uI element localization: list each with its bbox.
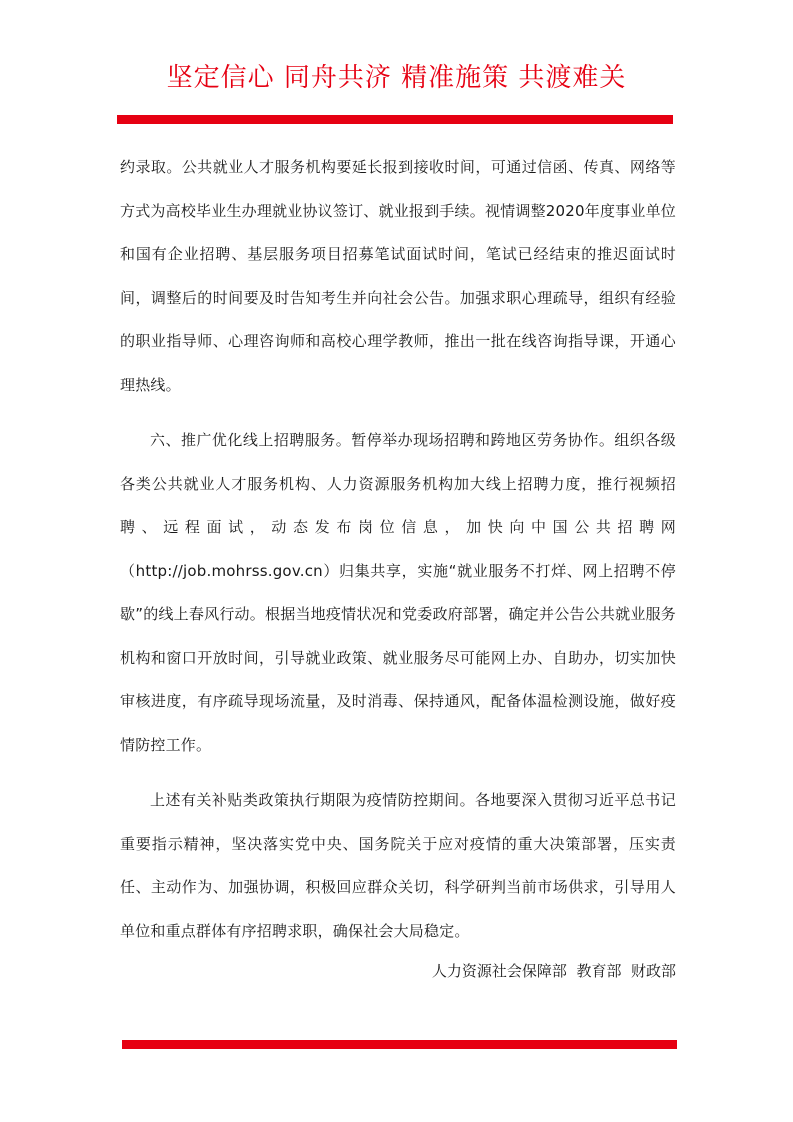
top-divider <box>117 115 673 124</box>
document-body <box>120 146 676 953</box>
paragraph-online-recruitment: 六、推广优化线上招聘服务。暂停举办现场招聘和跨地区劳务协作。组织各级各类公共就业人才服务机构、人力资源服务机构加大线上招聘力度，推行视频招聘、远程面试，动态发布岗位信息，加快向中国公共招聘网（http://job.mohrss.gov.cn）归集共享，实施“就业服务不打烊、网上招聘不停歇”的线上春风行动。根据当地疫情状况和党委政府部署，确定并公告公共就业服务机构和窗口开放时间，引导就业政策、就业服务尽可能网上办、自助办，切实加快审核进度，有序疏导现场流量，及时消毒、保持通风，配备体温检测设施，做好疫情防控工作。 <box>120 431 676 754</box>
page-title: 坚定信心 同舟共济 精准施策 共渡难关 <box>166 63 627 93</box>
bottom-divider <box>122 1040 677 1049</box>
issuing-departments: 人力资源社会保障部 教育部 财政部 <box>431 962 676 980</box>
paragraph-continuation: 约录取。公共就业人才服务机构要延长报到接收时间，可通过信函、传真、网络等方式为高校毕业生办理就业协议签订、就业报到手续。视情调整2020年度事业单位和国有企业招聘、基层服务项目招募笔试面试时间，笔试已经结束的推迟面试时间，调整后的时间要及时告知考生并向社会公告。加强求职心理疏导，组织有经验的职业指导师、心理咨询师和高校心理学教师，推出一批在线咨询指导课，开通心理热线。 <box>120 158 676 394</box>
paragraph-policy-period: 上述有关补贴类政策执行期限为疫情防控期间。各地要深入贯彻习近平总书记重要指示精神，坚决落实党中央、国务院关于应对疫情的重大决策部署，压实责任、主动作为、加强协调，积极回应群众关切，科学研判当前市场供求，引导用人单位和重点群体有序招聘求职，确保社会大局稳定。 <box>120 791 676 940</box>
